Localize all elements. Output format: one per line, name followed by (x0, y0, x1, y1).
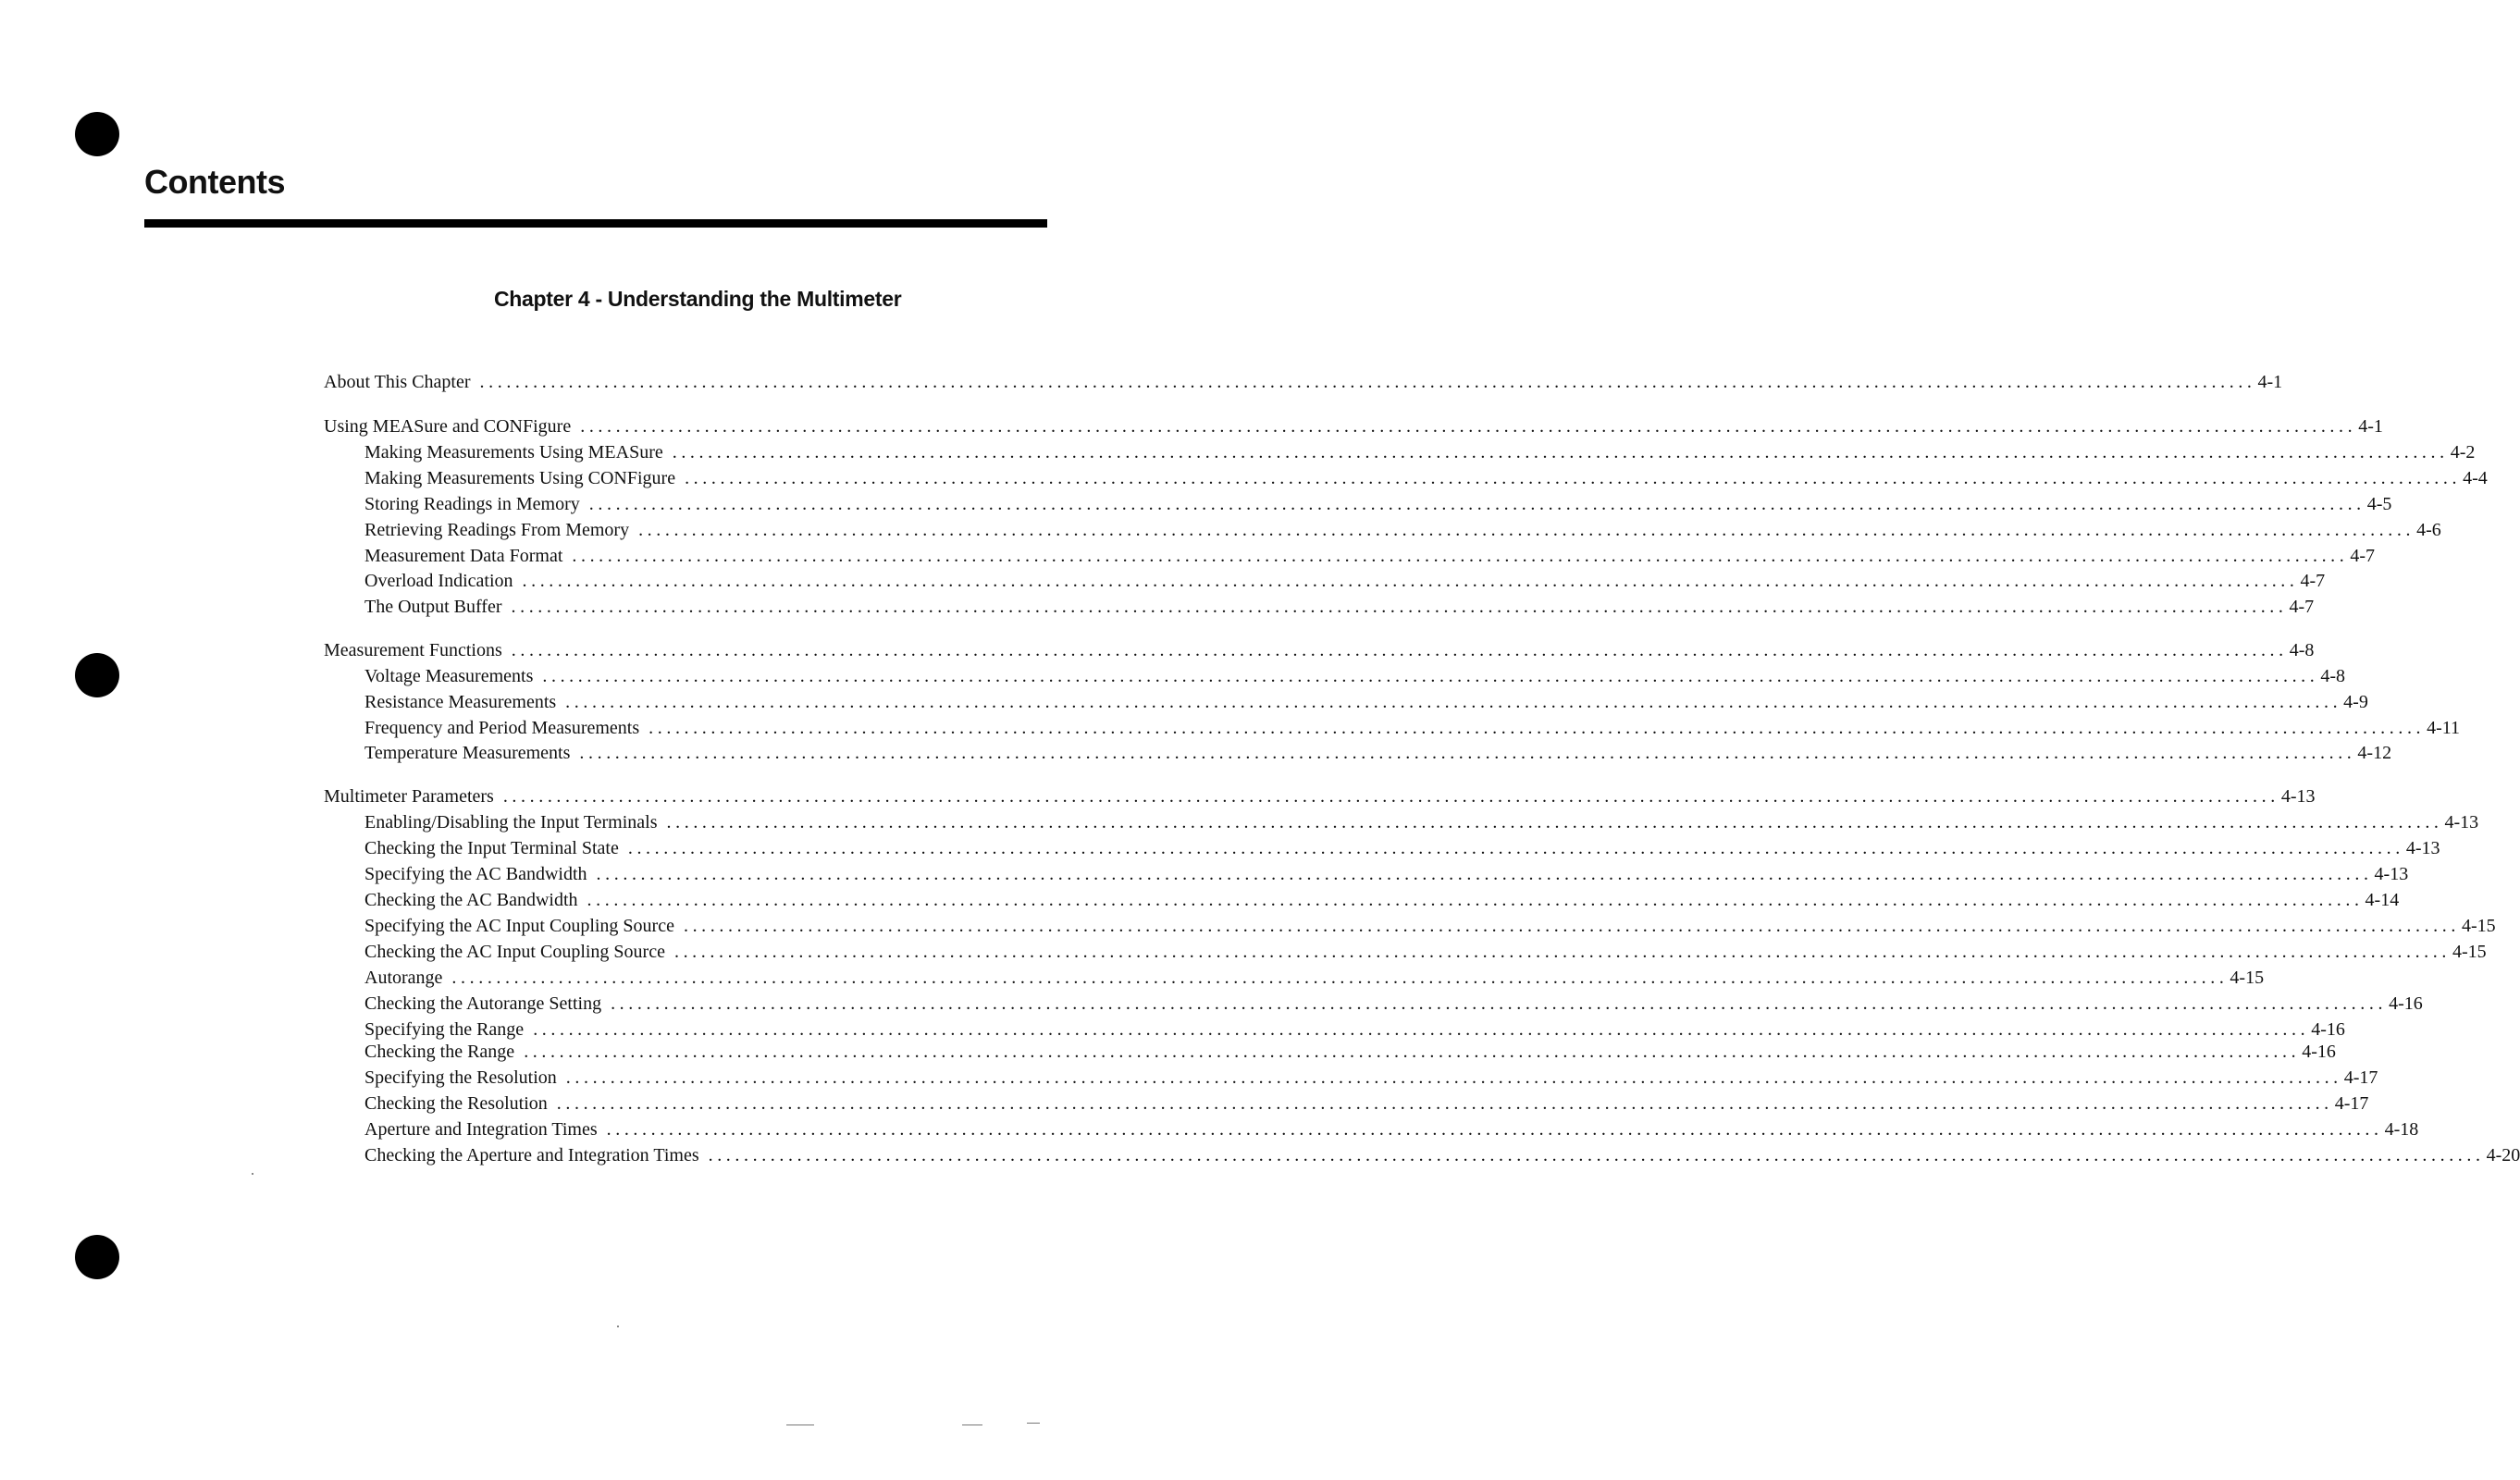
scan-artifact (252, 1173, 253, 1175)
toc-entry-page: 4-16 (2389, 993, 2423, 1014)
toc-entry-page: 4-8 (2289, 640, 2315, 660)
dot-leader: ........................................................................................................................................................................................................ (524, 1042, 2301, 1062)
toc-entry (364, 810, 2479, 834)
toc-entry-page: 4-12 (2357, 743, 2392, 763)
dot-leader: ........................................................................................................................................................................................................ (556, 1093, 2333, 1114)
scan-artifact (1027, 1423, 1040, 1424)
toc-entry (364, 992, 2423, 1016)
toc-entry-page: 4-17 (2343, 1067, 2378, 1088)
dot-leader: ........................................................................................................................................................................................................ (580, 416, 2357, 437)
toc-entry-title: Specifying the Resolution (364, 1067, 557, 1088)
toc-entry (364, 466, 2488, 490)
toc-entry-page: 4-7 (2289, 597, 2315, 617)
toc-entry-title: Autorange (364, 968, 443, 988)
dot-leader: ........................................................................................................................................................................................................ (511, 640, 2288, 660)
dot-leader: ........................................................................................................................................................................................................ (638, 520, 2415, 540)
toc-entry-title: Checking the Aperture and Integration Times (364, 1145, 699, 1166)
dot-leader: ........................................................................................................................................................................................................ (606, 1119, 2383, 1140)
toc-entry-page: 4-13 (2444, 812, 2479, 832)
toc-entry (324, 638, 2315, 662)
toc-entry-title: Temperature Measurements (364, 743, 571, 763)
toc-entry-page: 4-1 (2358, 416, 2383, 437)
toc-entry-title: Checking the Input Terminal State (364, 838, 619, 858)
dot-leader: ........................................................................................................................................................................................................ (666, 812, 2443, 832)
toc-entry (364, 1040, 2336, 1064)
toc-entry (364, 1117, 2419, 1141)
toc-entry (364, 569, 2326, 593)
toc-entry (364, 836, 2440, 860)
toc-entry-title: Specifying the Range (364, 1019, 525, 1040)
toc-entry-title: About This Chapter (324, 372, 471, 392)
toc-entry-title: Checking the Autorange Setting (364, 993, 602, 1014)
toc-entry-page: 4-13 (2405, 838, 2440, 858)
toc-entry-page: 4-20 (2486, 1145, 2520, 1166)
dot-leader: ........................................................................................................................................................................................................ (451, 968, 2229, 988)
dot-leader: ........................................................................................................................................................................................................ (542, 666, 2319, 686)
toc-entry-page: 4-7 (2300, 571, 2326, 591)
dot-leader: ........................................................................................................................................................................................................ (685, 468, 2462, 488)
toc-entry-page: 4-5 (2366, 494, 2392, 514)
toc-entry-page: 4-18 (2384, 1119, 2419, 1140)
toc-entry-page: 4-15 (2452, 942, 2487, 962)
dot-leader: ........................................................................................................................................................................................................ (649, 718, 2426, 738)
toc-entry-title: The Output Buffer (364, 597, 502, 617)
dot-leader: ........................................................................................................................................................................................................ (502, 786, 2279, 807)
toc-entry (364, 595, 2315, 619)
dot-leader: ........................................................................................................................................................................................................ (611, 993, 2388, 1014)
toc-entry-title: Voltage Measurements (364, 666, 534, 686)
toc-entry-page: 4-2 (2450, 442, 2476, 462)
toc-entry-title: Checking the AC Input Coupling Source (364, 942, 665, 962)
dot-leader: ........................................................................................................................................................................................................ (587, 890, 2364, 910)
dot-leader: ........................................................................................................................................................................................................ (683, 916, 2460, 936)
toc-entry-page: 4-13 (2374, 864, 2409, 884)
toc-entry-title: Using MEASure and CONFigure (324, 416, 572, 437)
toc-entry-title: Enabling/Disabling the Input Terminals (364, 812, 658, 832)
toc-entry-title: Measurement Data Format (364, 546, 563, 566)
toc-entry-page: 4-9 (2343, 692, 2368, 712)
toc-entry-page: 4-17 (2334, 1093, 2369, 1114)
toc-entry-page: 4-16 (2311, 1019, 2345, 1040)
toc-entry-title: Aperture and Integration Times (364, 1119, 598, 1140)
toc-entry-page: 4-8 (2320, 666, 2346, 686)
dot-leader: ........................................................................................................................................................................................................ (572, 546, 2349, 566)
dot-leader: ........................................................................................................................................................................................................ (522, 571, 2299, 591)
toc-entry (364, 1018, 2345, 1042)
toc-entry (364, 914, 2496, 938)
dot-leader: ........................................................................................................................................................................................................ (511, 597, 2288, 617)
toc-entry (364, 544, 2376, 568)
toc-entry-title: Specifying the AC Input Coupling Source (364, 916, 674, 936)
toc-entry-title: Checking the AC Bandwidth (364, 890, 578, 910)
toc-entry-page: 4-15 (2461, 916, 2496, 936)
dot-leader: ........................................................................................................................................................................................................ (579, 743, 2356, 763)
toc-entry-title: Multimeter Parameters (324, 786, 494, 807)
dot-leader: ........................................................................................................................................................................................................ (533, 1019, 2310, 1040)
dot-leader: ........................................................................................................................................................................................................ (673, 942, 2451, 962)
scan-artifact (962, 1424, 982, 1425)
chapter-heading: Chapter 4 - Understanding the Multimeter (494, 287, 902, 311)
dot-leader: ........................................................................................................................................................................................................ (565, 1067, 2342, 1088)
toc-entry (364, 1143, 2520, 1167)
toc-entry (324, 784, 2316, 808)
page-title: Contents (144, 163, 285, 201)
toc-entry-page: 4-14 (2365, 890, 2400, 910)
toc-entry-title: Frequency and Period Measurements (364, 718, 640, 738)
toc-entry (364, 966, 2265, 990)
toc-entry (364, 440, 2476, 464)
dot-leader: ........................................................................................................................................................................................................ (479, 372, 2256, 392)
toc-entry (364, 690, 2368, 714)
toc-entry-title: Making Measurements Using CONFigure (364, 468, 676, 488)
dot-leader: ........................................................................................................................................................................................................ (565, 692, 2342, 712)
toc-entry (364, 888, 2400, 912)
toc-entry (364, 1066, 2378, 1090)
scan-artifact (786, 1424, 814, 1425)
toc-entry-page: 4-11 (2427, 718, 2461, 738)
dot-leader: ........................................................................................................................................................................................................ (588, 494, 2366, 514)
toc-entry (364, 518, 2441, 542)
toc-entry-title: Checking the Range (364, 1042, 515, 1062)
scan-artifact (617, 1326, 619, 1327)
toc-entry (364, 716, 2461, 740)
dot-leader: ........................................................................................................................................................................................................ (672, 442, 2449, 462)
toc-entry-title: Making Measurements Using MEASure (364, 442, 663, 462)
dot-leader: ........................................................................................................................................................................................................ (596, 864, 2373, 884)
toc-entry (324, 414, 2383, 438)
toc-entry-page: 4-7 (2350, 546, 2376, 566)
toc-entry-page: 4-1 (2257, 372, 2283, 392)
toc-entry-title: Resistance Measurements (364, 692, 557, 712)
toc-entry-title: Storing Readings in Memory (364, 494, 580, 514)
dot-leader: ........................................................................................................................................................................................................ (708, 1145, 2485, 1166)
toc-entry (364, 862, 2409, 886)
toc-entry-page: 4-15 (2230, 968, 2265, 988)
toc-entry-title: Overload Indication (364, 571, 513, 591)
toc-entry (364, 741, 2392, 765)
toc-entry-page: 4-16 (2302, 1042, 2336, 1062)
toc-entry-title: Checking the Resolution (364, 1093, 548, 1114)
toc-entry-title: Retrieving Readings From Memory (364, 520, 630, 540)
toc-entry-page: 4-6 (2416, 520, 2441, 540)
toc-entry (364, 940, 2487, 964)
toc-entry (364, 492, 2392, 516)
toc-entry (364, 1092, 2369, 1116)
toc-entry-page: 4-13 (2280, 786, 2316, 807)
toc-entry-title: Specifying the AC Bandwidth (364, 864, 587, 884)
toc-entry-page: 4-4 (2463, 468, 2488, 488)
toc-entry (364, 664, 2346, 688)
toc-entry-title: Measurement Functions (324, 640, 502, 660)
toc-entry (324, 370, 2283, 394)
dot-leader: ........................................................................................................................................................................................................ (627, 838, 2404, 858)
